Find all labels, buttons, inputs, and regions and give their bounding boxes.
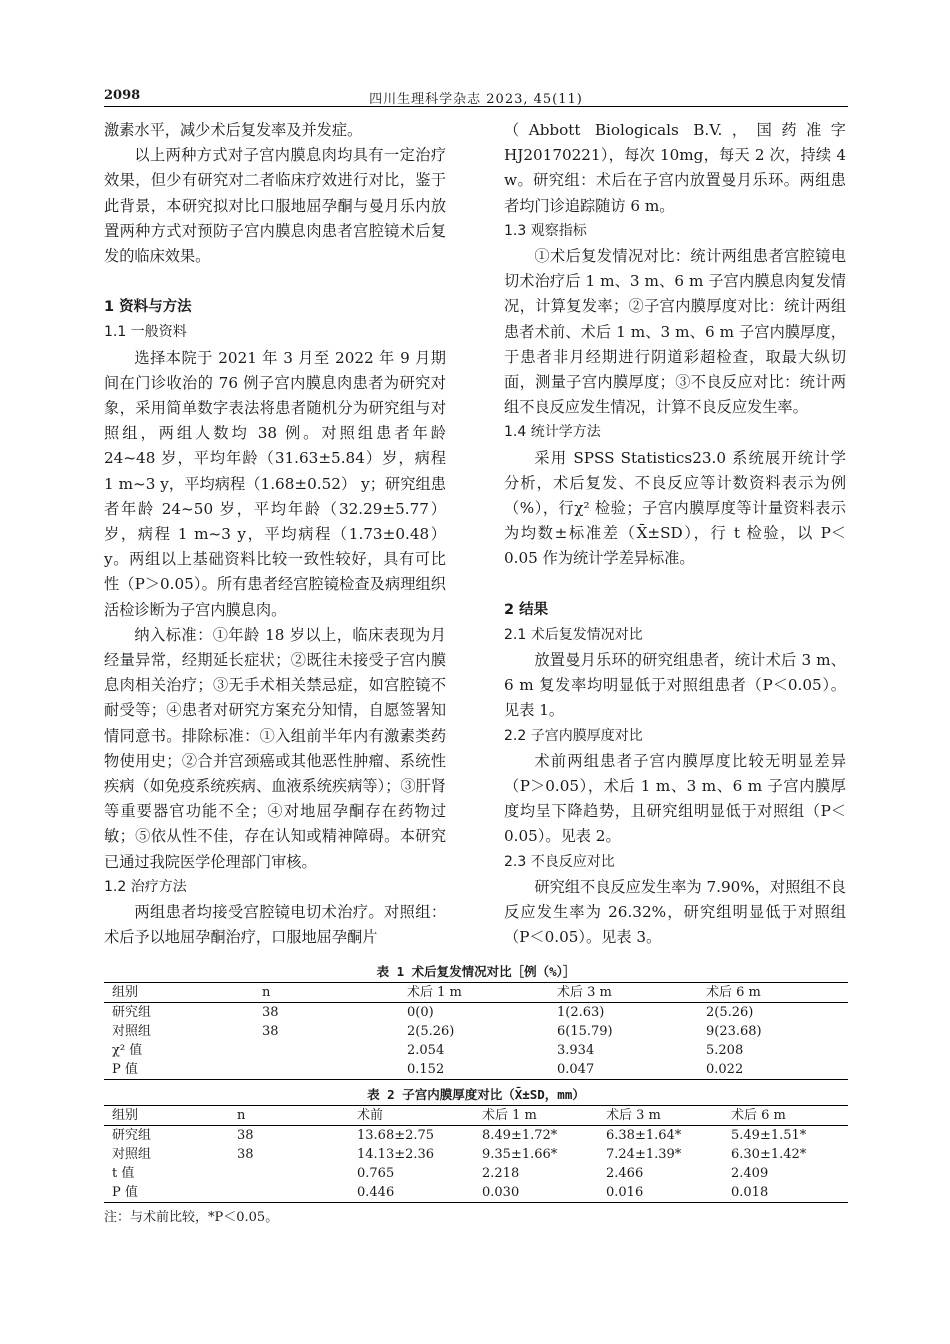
table-cell: 2.218 bbox=[482, 1166, 520, 1181]
header-rule bbox=[104, 106, 848, 107]
table-cell: 0.018 bbox=[731, 1185, 769, 1200]
table-cell: 2(5.26) bbox=[706, 1005, 754, 1020]
right-column bbox=[504, 118, 846, 951]
subsection-heading: 1.1 一般资料 bbox=[104, 324, 187, 341]
table-cell: 0.016 bbox=[606, 1185, 644, 1200]
table-row bbox=[104, 1003, 848, 1023]
table-cell: 38 bbox=[237, 1128, 254, 1143]
table-caption: 表 1 术后复发情况对比［例（%）］ bbox=[376, 964, 576, 979]
table-cell: 13.68±2.75 bbox=[357, 1128, 435, 1143]
table-cell: 0.446 bbox=[357, 1185, 395, 1200]
subsection-heading: 1.2 治疗方法 bbox=[104, 878, 187, 895]
column-header: 术后 6 m bbox=[706, 985, 761, 1000]
table-row bbox=[104, 1183, 848, 1203]
endometrial-thickness-table bbox=[104, 1105, 848, 1203]
table-cell: P 值 bbox=[112, 1062, 138, 1077]
recurrence-table bbox=[104, 982, 848, 1080]
table-row bbox=[104, 1126, 848, 1146]
table-cell bbox=[229, 1183, 349, 1203]
section-heading: 2 结果 bbox=[504, 601, 549, 618]
running-header bbox=[104, 84, 848, 106]
column-header: 组别 bbox=[112, 1108, 139, 1123]
table-cell bbox=[254, 1041, 399, 1060]
table-cell: 7.24±1.39* bbox=[606, 1147, 682, 1162]
table-row bbox=[104, 1041, 848, 1060]
table-cell: 6.38±1.64* bbox=[606, 1128, 682, 1143]
paragraph: 选择本院于 2021 年 3 月至 2022 年 9 月期间在门诊收治的 76 例子宫内膜息肉患者为研究对象，采用简单数字表法将患者随机分为研究组与对照组，两组人数均 38 例。对照组患者年龄 24~48 岁，平均年龄（31.63±5.84）岁，病程 1 m~3 y，平均病程（1.68±0.52） y；研究组患者年龄 24~50 岁，平均年龄（32.29±5.77）岁，病程 1 m~3 y，平均病程（1.73±0.48） y。两组以上基础资料比较一致性较好，具有可比性（P＞0.05）。所有患者经宫腔镜检查及病理组织活检诊断为子宫内膜息肉。 bbox=[104, 348, 446, 619]
table-cell: 研究组 bbox=[112, 1128, 152, 1143]
journal-title: 四川生理科学杂志 2023, 45(11) bbox=[369, 92, 583, 107]
table-cell: 38 bbox=[262, 1005, 279, 1020]
table-cell: 2.054 bbox=[407, 1043, 445, 1058]
table-cell: 0.152 bbox=[407, 1062, 445, 1077]
table-2 bbox=[104, 1085, 848, 1203]
section-heading: 1 资料与方法 bbox=[104, 299, 192, 316]
column-header: 术后 3 m bbox=[557, 985, 612, 1000]
column-header: 术后 6 m bbox=[731, 1108, 786, 1123]
table-1 bbox=[104, 962, 848, 1080]
table-cell: 9.35±1.66* bbox=[482, 1147, 558, 1162]
column-header: 术后 1 m bbox=[482, 1108, 537, 1123]
column-header: 术前 bbox=[357, 1108, 384, 1123]
table-cell: 6(15.79) bbox=[557, 1024, 613, 1039]
subsection-heading: 2.2 子宫内膜厚度对比 bbox=[504, 727, 643, 744]
subsection-heading: 1.3 观察指标 bbox=[504, 222, 587, 239]
paragraph: ①术后复发情况对比：统计两组患者宫腔镜电切术治疗后 1 m、3 m、6 m 子宫内膜息肉复发情况，计算复发率；②子宫内膜厚度对比：统计两组患者术前、术后 1 m、3 m、6 m 子宫内膜厚度，于患者非月经期进行阴道彩超检查，取最大纵切面，测量子宫内膜厚度；③不良反应对比：统计两组不良反应发生情况，计算不良反应发生率。 bbox=[504, 247, 846, 417]
table-cell: 0.765 bbox=[357, 1166, 395, 1181]
paragraph: 两组患者均接受宫腔镜电切术治疗。对照组：术后予以地屈孕酮治疗，口服地屈孕酮片 bbox=[104, 903, 446, 947]
column-header: 术后 1 m bbox=[407, 985, 462, 1000]
table-cell: 6.30±1.42* bbox=[731, 1147, 807, 1162]
paragraph: 以上两种方式对子宫内膜息肉均具有一定治疗效果，但少有研究对二者临床疗效进行对比，鉴于此背景，本研究拟对比口服地屈孕酮与曼月乐内放置两种方式对预防子宫内膜息肉患者宫腔镜术后复发的临床效果。 bbox=[104, 146, 446, 266]
paragraph: 采用 SPSS Statistics23.0 系统展开统计学分析，术后复发、不良反应等计数资料表示为例（%），行χ² 检验；子宫内膜厚度等计量资料表示为均数±标准差（X̄±SD），行 t 检验，以 P＜0.05 作为统计学差异标准。 bbox=[504, 448, 846, 568]
table-note: 注：与术前比较，*P＜0.05。 bbox=[104, 1210, 279, 1225]
table-cell: 9(23.68) bbox=[706, 1024, 762, 1039]
table-cell: 0.047 bbox=[557, 1062, 595, 1077]
paragraph: 研究组不良反应发生率为 7.90%，对照组不良反应发生率为 26.32%，研究组明显低于对照组（P＜0.05）。见表 3。 bbox=[504, 877, 846, 947]
table-cell: 2(5.26) bbox=[407, 1024, 455, 1039]
table-cell: 0.030 bbox=[482, 1185, 520, 1200]
table-cell: 对照组 bbox=[112, 1147, 152, 1162]
table-cell: 8.49±1.72* bbox=[482, 1128, 558, 1143]
column-header: n bbox=[237, 1108, 246, 1123]
table-cell: 0.022 bbox=[706, 1062, 744, 1077]
table-caption: 表 2 子宫内膜厚度对比（X̄±SD，mm） bbox=[367, 1087, 585, 1102]
paragraph: 术前两组患者子宫内膜厚度比较无明显差异（P＞0.05），术后 1 m、3 m、6 m 子宫内膜厚度均呈下降趋势，且研究组明显低于对照组（P＜0.05）。见表 2。 bbox=[504, 751, 846, 846]
table-cell: 38 bbox=[262, 1024, 279, 1039]
column-header: n bbox=[262, 985, 271, 1000]
table-cell: 2.409 bbox=[731, 1166, 769, 1181]
page-number: 2098 bbox=[104, 88, 141, 103]
table-cell: 1(2.63) bbox=[557, 1005, 605, 1020]
table-cell: 5.49±1.51* bbox=[731, 1128, 807, 1143]
table-cell: 2.466 bbox=[606, 1166, 644, 1181]
table-cell bbox=[229, 1164, 349, 1183]
table-cell: χ² 值 bbox=[112, 1043, 143, 1058]
subsection-heading: 2.3 不良反应对比 bbox=[504, 853, 615, 870]
left-column bbox=[104, 118, 446, 951]
subsection-heading: 2.1 术后复发情况对比 bbox=[504, 626, 643, 643]
table-cell bbox=[254, 1060, 399, 1080]
table-cell: t 值 bbox=[112, 1166, 135, 1181]
paragraph: （Abbott Biologicals B.V.，国药准字 HJ20170221），每次 10mg，每天 2 次，持续 4 w。研究组：术后在子宫内放置曼月乐环。两组患者均门诊追踪随访 6 m。 bbox=[504, 121, 846, 215]
column-header: 术后 3 m bbox=[606, 1108, 661, 1123]
paragraph: 放置曼月乐环的研究组患者，统计术后 3 m、6 m 复发率均明显低于对照组患者（P＜0.05）。见表 1。 bbox=[504, 651, 846, 720]
table-row bbox=[104, 1022, 848, 1041]
table-cell: P 值 bbox=[112, 1185, 138, 1200]
table-row bbox=[104, 1145, 848, 1164]
paragraph: 纳入标准：①年龄 18 岁以上，临床表现为月经量异常，经期延长症状；②既往未接受子宫内膜息肉相关治疗；③无手术相关禁忌症，如宫腔镜不耐受等；④患者对研究方案充分知情，自愿签署知情同意书。排除标准：①入组前半年内有激素类药物使用史；②合并宫颈癌或其他恶性肿瘤、系统性疾病（如免疫系统疾病、血液系统疾病等）；③肝肾等重要器官功能不全；④对地屈孕酮存在药物过敏；⑤依从性不佳，存在认知或精神障碍。本研究已通过我院医学伦理部门审核。 bbox=[104, 625, 446, 871]
table-cell: 5.208 bbox=[706, 1043, 744, 1058]
table-cell: 38 bbox=[237, 1147, 254, 1162]
paragraph: 激素水平，减少术后复发率及并发症。 bbox=[104, 121, 363, 139]
subsection-heading: 1.4 统计学方法 bbox=[504, 424, 601, 441]
table-cell: 14.13±2.36 bbox=[357, 1147, 435, 1162]
table-row bbox=[104, 1060, 848, 1080]
table-cell: 0(0) bbox=[407, 1005, 434, 1020]
table-cell: 3.934 bbox=[557, 1043, 595, 1058]
table-cell: 对照组 bbox=[112, 1024, 152, 1039]
column-header: 组别 bbox=[112, 985, 139, 1000]
table-row bbox=[104, 1164, 848, 1183]
table-cell: 研究组 bbox=[112, 1005, 152, 1020]
